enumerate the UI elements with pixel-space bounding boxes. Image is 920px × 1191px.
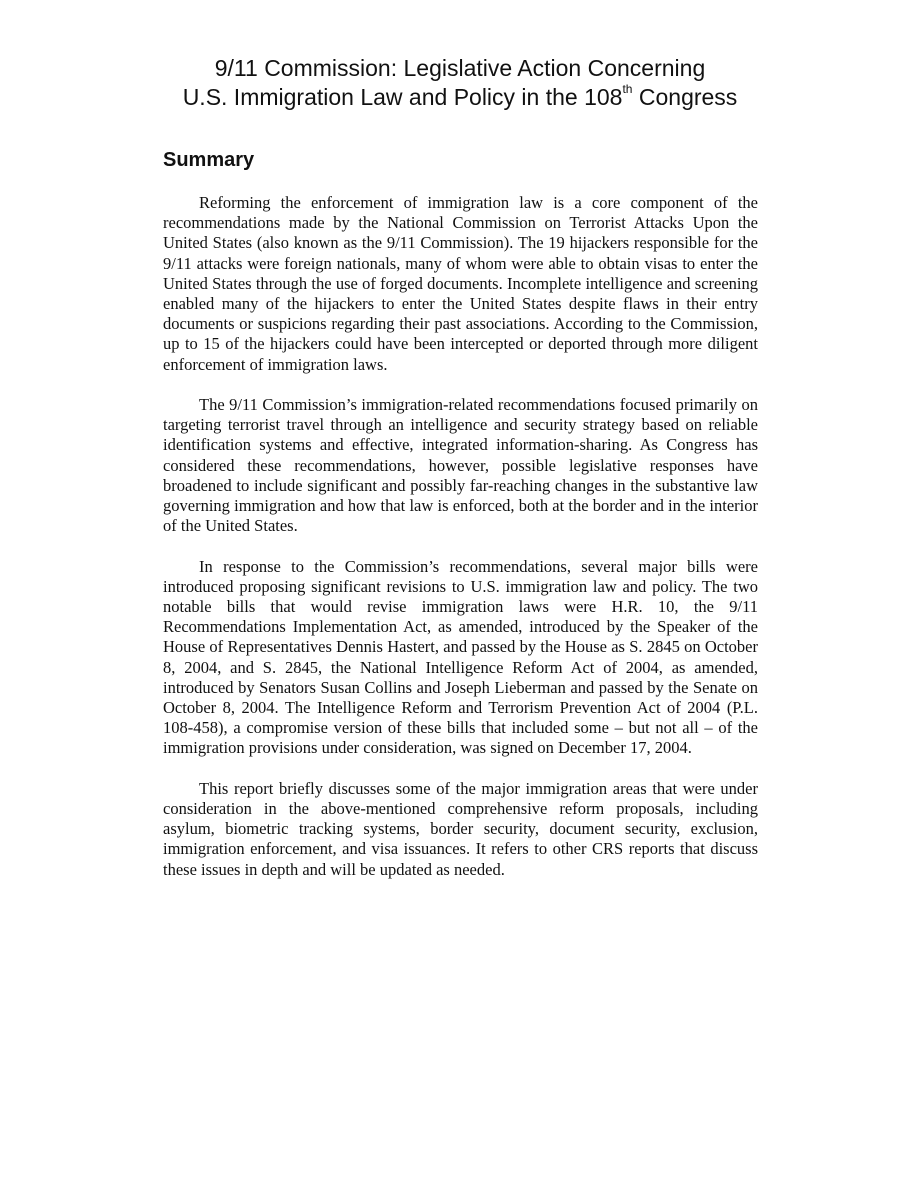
- summary-paragraph-1: Reforming the enforcement of immigration law is a core component of the recommendations made by the National Commission on Terrorist Attacks Upon the United States (also known as the 9/11 Commission). The 19 hijackers responsible for the 9/11 attacks were foreign nationals, many of whom were able to obtain visas to enter the United States through the use of forged documents. Incomplete intelligence and screening enabled many of the hijackers to enter the United States despite flaws in their entry documents or suspicions regarding their past associations. According to the Commission, up to 15 of the hijackers could have been intercepted or deported through more diligent enforcement of immigration laws.: [163, 193, 758, 374]
- summary-body: [163, 193, 758, 900]
- summary-paragraph-4: This report briefly discusses some of the major immigration areas that were under consideration in the above-mentioned comprehensive reform proposals, including asylum, biometric tracking systems, border security, document security, exclusion, immigration enforcement, and visa issuances. It refers to other CRS reports that discuss these issues in depth and will be updated as needed.: [163, 778, 758, 879]
- title-line-2: [0, 83, 920, 112]
- document-title: [0, 54, 920, 112]
- title-line-1: 9/11 Commission: Legislative Action Concerning: [214, 55, 706, 81]
- summary-paragraph-3: In response to the Commission’s recommendations, several major bills were introduced proposing significant revisions to U.S. immigration law and policy. The two notable bills that would revise immigration laws were H.R. 10, the 9/11 Recommendations Implementation Act, as amended, introduced by the Speaker of the House of Representatives Dennis Hastert, and passed by the House as S. 2845 on October 8, 2004, and S. 2845, the National Intelligence Reform Act of 2004, as amended, introduced by Senators Susan Collins and Joseph Lieberman and passed by the Senate on October 8, 2004. The Intelligence Reform and Terrorism Prevention Act of 2004 (P.L. 108-458), a compromise version of these bills that included some – but not all – of the immigration provisions under consideration, was signed on December 17, 2004.: [163, 556, 758, 758]
- summary-paragraph-2: The 9/11 Commission’s immigration-related recommendations focused primarily on targeting terrorist travel through an intelligence and security strategy based on reliable identification systems and effective, integrated information-sharing. As Congress has considered these recommendations, however, possible legislative responses have broadened to include significant and possibly far-reaching changes in the substantive law governing immigration and how that law is enforced, both at the border and in the interior of the United States.: [163, 395, 758, 536]
- title-line-2-end: Congress: [632, 84, 738, 110]
- title-line-2-main: U.S. Immigration Law and Policy in the 108: [182, 84, 623, 110]
- title-ordinal-superscript: th: [622, 82, 633, 97]
- section-heading-summary: Summary: [163, 149, 255, 171]
